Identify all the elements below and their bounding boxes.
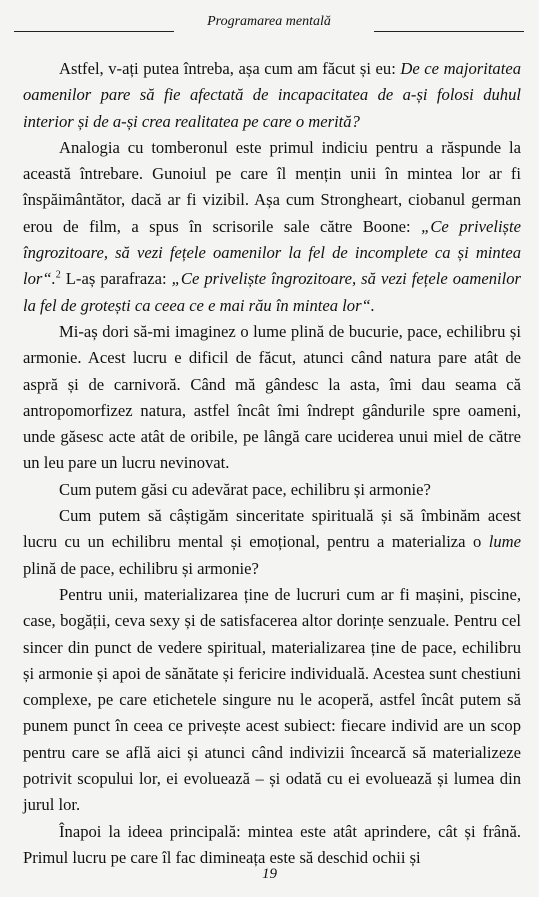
paragraph-7: Înapoi la ideea principală: mintea este atât aprindere, cât și frână. Primul lucru pe care îl fac dimineața este să deschid ochii și [23,821,521,867]
running-title: Programarea mentală [207,14,331,29]
paragraph-2-text: Analogia cu tomberonul este primul indiciu pentru a răspunde la această întrebare. Gunoiul pe care îl mențin unii în mintea lor ar fi înspăimântător, dacă ar fi vizibil. Așa cum Strongheart, ciobanul german erou de film, a spus în scrisorile sale către Boone: [23,137,521,236]
paragraph-2-quote: „Ce priveliște îngrozitoare, să vezi fețele oamenilor la fel de incomplete ca și mintea lor“. [23,216,521,289]
paragraph-1-question: De ce majoritatea oamenilor pare să fie afectată de incapacitatea de a-și folosi duhul interior și de a-și crea realitatea pe care o merită? [23,59,522,131]
footnote-marker: 2 [55,269,61,281]
paragraph-5-end: plină de pace, echilibru și armonie? [23,558,259,578]
header-rule-right [374,31,524,32]
paragraph-1-text: Astfel, v-ați putea întreba, așa cum am făcut și eu: [59,59,401,78]
page-body [23,42,521,871]
paragraph-5-text: Cum putem să câștigăm sinceritate spirituală și să îmbinăm acest lucru cu un echilibru mental și emoțional, pentru a materializa o [23,506,521,552]
paragraph-5-emphasis: lume [488,532,521,552]
paragraph-2-paraphrase: „Ce priveliște îngrozitoare, să vezi fețele oamenilor la fel de grotești ca ceea ce e mai rău în mintea lor“. [23,269,521,315]
paragraph-2-paraphrase-intro: L-aș parafraza: [60,269,172,289]
paragraph-2 [23,135,521,319]
running-header [14,8,524,38]
paragraph-5 [23,503,521,582]
paragraph-6: Pentru unii, materializarea ține de lucruri cum ar fi mașini, piscine, case, bogății, ceva sexy și de satisfacerea altor dorințe senzuale. Pentru cel sincer din punct de vedere spiritual, materializarea ține de pace, echilibru și armonie și apoi de sănătate și fericire individuală. Acestea sunt chestiuni complexe, pe care etichetele singure nu le acoperă, astfel încât putem să punem punct în ceea ce privește acest subiect: fiecare individ are un scop pentru care se află aici și atunci când indivizii încearcă să materializeze potrivit scopului lor, ei evoluează – și odată cu ei evoluează și lumea din jurul lor. [23,584,521,815]
paragraph-1 [23,56,521,135]
header-rule-left [14,31,174,32]
page-number: 19 [262,866,277,882]
paragraph-4: Cum putem găsi cu adevărat pace, echilibru și armonie? [59,479,431,499]
paragraph-3: Mi-aș dori să-mi imaginez o lume plină de bucurie, pace, echilibru și armonie. Acest lucru e dificil de făcut, atunci când natura pare atât de aspră și de carnivoră. Când mă gândesc la asta, îmi dau seama că antropomorfizez natura, astfel încât îmi îndrept gândurile spre oameni, unde găsesc acte atât de oribile, pe lângă care uciderea unui miel de către un leu pare un lucru nevinovat. [23,321,521,473]
